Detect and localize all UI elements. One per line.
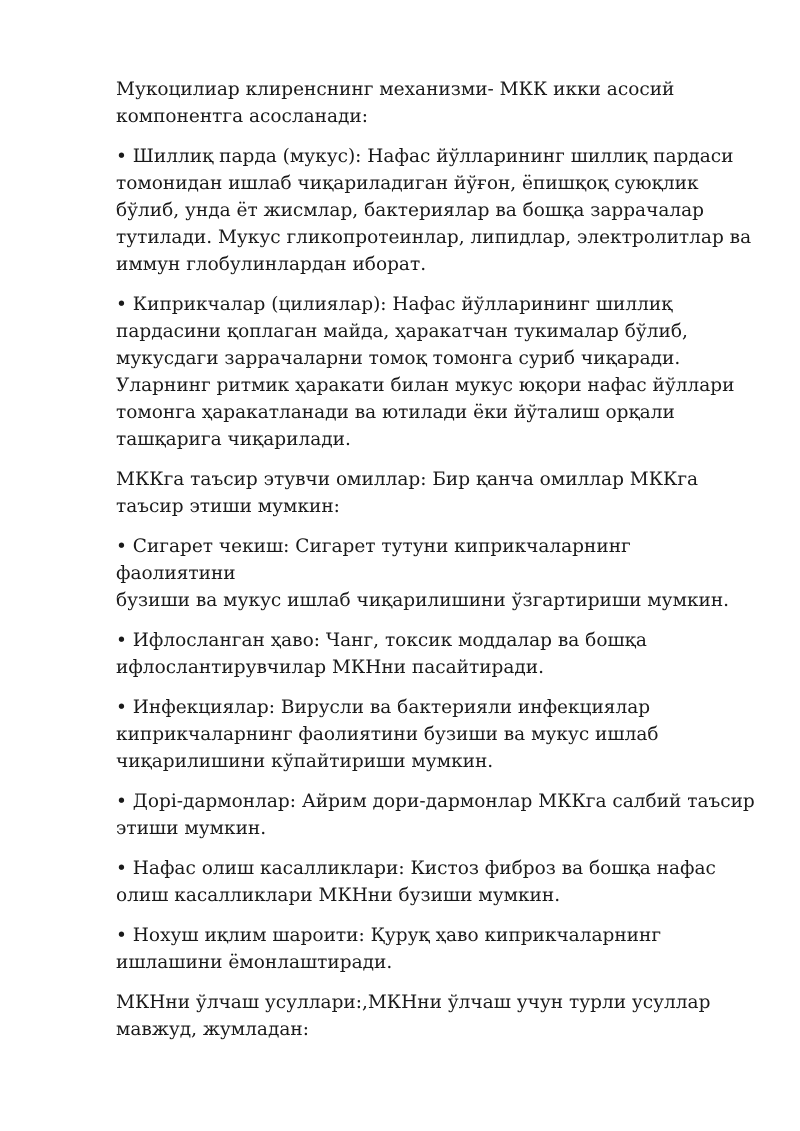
bullet-climate: • Нохуш иқлим шароити: Қуруқ ҳаво киприкчаларнинг ишлашини ёмонлаштиради. (116, 925, 662, 973)
document-page (116, 76, 756, 1056)
bullet-medications: • Дорі-дармонлар: Айрим дори-дармонлар МККга салбий таъсир этиши мумкин. (116, 791, 755, 839)
paragraph-intro: Мукоцилиар клиренснинг механизми- МКК икки асосий компонентга асосланади: (116, 79, 675, 127)
bullet-cilia: • Киприкчалар (цилиялар): Нафас йўлларининг шиллиқ пардасини қоплаган майда, ҳаракатчан тукималар бўлиб, мукусдаги заррачаларни томоқ томонга суриб чиқаради. Уларнинг ритмик ҳаракати билан мукус юқори нафас йўллари томонга ҳаракатланади ва ютилади ёки йўталиш орқали ташқарига чиқарилади. (116, 294, 735, 450)
bullet-respiratory-diseases: • Нафас олиш касалликлари: Кистоз фиброз ва бошқа нафас олиш касалликлари МКНни бузиши мумкин. (116, 858, 716, 906)
bullet-polluted-air: • Ифлосланган ҳаво: Чанг, токсик моддалар ва бошқа ифлослантирувчилар МКНни пасайтиради. (116, 630, 647, 678)
bullet-mucus: • Шиллиқ парда (мукус): Нафас йўлларининг шиллиқ пардаси томонидан ишлаб чиқариладиган йўғон, ёпишқоқ суюқлик бўлиб, унда ёт жисмлар, бактериялар ва бошқа заррачалар тутилади. Мукус гликопротеинлар, липидлар, электролитлар ва иммун глобулинлардан иборат. (116, 146, 752, 275)
paragraph-factors: МККга таъсир этувчи омиллар: Бир қанча омиллар МККга таъсир этиши мумкин: (116, 469, 699, 517)
bullet-infections: • Инфекциялар: Вирусли ва бактерияли инфекциялар киприкчаларнинг фаолиятини бузиши ва мукус ишлаб чиқарилишини кўпайтириши мумкин. (116, 697, 659, 772)
paragraph-measurement: МКНни ўлчаш усуллари:,МКНни ўлчаш учун турли усуллар мавжуд, жумладан: (116, 992, 711, 1040)
bullet-smoking: • Сигарет чекиш: Сигарет тутуни киприкчаларнинг фаолиятини бузиши ва мукус ишлаб чиқарилишини ўзгартириши мумкин. (116, 536, 730, 611)
